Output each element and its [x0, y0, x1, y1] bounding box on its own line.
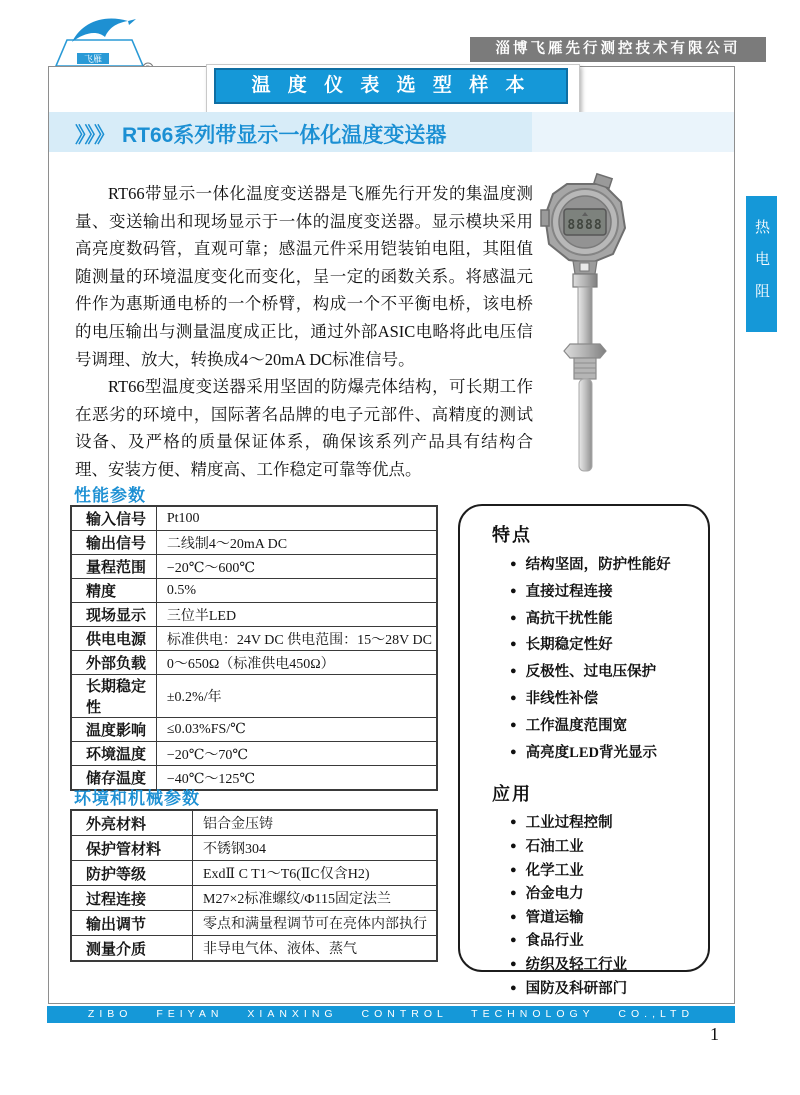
table-row — [71, 627, 437, 651]
head-lug — [541, 210, 549, 226]
application-text: 食品行业 — [525, 933, 584, 950]
param-label: 过程连接 — [71, 886, 193, 911]
application-item — [510, 907, 708, 931]
performance-table — [70, 505, 438, 791]
led-display-digits: 8888 — [567, 218, 603, 233]
param-label: 输入信号 — [71, 506, 156, 531]
bullet-icon: ● — [510, 981, 517, 994]
table-row — [71, 836, 437, 861]
intro-text — [75, 180, 533, 484]
catalog-banner-title: 温 度 仪 表 选 型 样 本 — [214, 68, 568, 104]
feature-item — [510, 553, 708, 580]
application-item — [510, 812, 708, 836]
application-item — [510, 836, 708, 860]
environment-section-title: 环境和机械参数 — [74, 789, 200, 808]
bullet-icon: ● — [510, 745, 517, 758]
sensor-probe — [579, 379, 592, 471]
application-item — [510, 930, 708, 954]
table-row — [71, 861, 437, 886]
application-text: 管道运输 — [525, 909, 584, 926]
application-text: 工业过程控制 — [525, 815, 613, 832]
application-text: 纺织及轻工行业 — [525, 956, 628, 973]
application-item — [510, 860, 708, 884]
bullet-icon: ● — [510, 957, 517, 970]
goose-wing-tip — [128, 19, 136, 25]
bullet-icon: ● — [510, 718, 517, 731]
product-photo — [535, 168, 635, 483]
table-row — [71, 911, 437, 936]
param-label: 保护管材料 — [71, 836, 193, 861]
bullet-icon: ● — [510, 887, 517, 900]
feature-item — [510, 633, 708, 660]
param-label: 现场显示 — [71, 603, 156, 627]
table-row — [71, 742, 437, 766]
banner-card — [206, 64, 580, 113]
feature-item — [510, 580, 708, 607]
table-row — [71, 718, 437, 742]
feature-item — [510, 687, 708, 714]
table-row — [71, 506, 437, 531]
table-row — [71, 810, 437, 836]
param-value: ≤0.03%FS/℃ — [156, 718, 437, 742]
param-value: −20℃～70℃ — [156, 742, 437, 766]
footer-company-bar: ZIBO FEIYAN XIANXING CONTROL TECHNOLOGY CO.,LTD — [47, 1006, 735, 1023]
param-label: 长期稳定性 — [71, 675, 156, 718]
param-label: 储存温度 — [71, 766, 156, 791]
bullet-icon: ● — [510, 816, 517, 829]
application-item — [510, 978, 708, 1002]
param-value: −20℃～600℃ — [156, 555, 437, 579]
section-title-text: RT66系列带显示一体化温度变送器 — [122, 124, 447, 147]
param-label: 外部负载 — [71, 651, 156, 675]
bullet-icon: ● — [510, 665, 517, 678]
feature-text: 高抗干扰性能 — [525, 610, 613, 627]
param-value: 铝合金压铸 — [193, 810, 438, 836]
param-value: ±0.2%/年 — [156, 675, 437, 718]
feature-text: 长期稳定性好 — [525, 637, 613, 654]
param-label: 防护等级 — [71, 861, 193, 886]
feature-text: 工作温度范围宽 — [525, 717, 628, 734]
application-text: 国防及科研部门 — [525, 980, 628, 997]
param-label: 供电电源 — [71, 627, 156, 651]
application-item — [510, 954, 708, 978]
feature-text: 高亮度LED背光显示 — [525, 744, 657, 761]
chevrons-icon: 》》》 — [75, 124, 114, 147]
param-label: 环境温度 — [71, 742, 156, 766]
page-number: 1 — [710, 1024, 719, 1044]
param-value: M27×2标准螺纹/Φ115固定法兰 — [193, 886, 438, 911]
feature-item — [510, 714, 708, 741]
upper-stem — [578, 287, 592, 344]
section-heading-strip — [49, 112, 734, 152]
table-row — [71, 555, 437, 579]
feature-text: 反极性、过电压保护 — [525, 664, 657, 681]
param-value: ExdⅡ C T1～T6(ⅡC仅含H2) — [193, 861, 438, 886]
param-value: 0.5% — [156, 579, 437, 603]
applications-title: 应用 — [492, 784, 532, 805]
param-value: 0～650Ω（标准供电450Ω） — [156, 651, 437, 675]
features-title: 特点 — [492, 525, 532, 545]
table-row — [71, 651, 437, 675]
application-text: 石油工业 — [525, 838, 584, 855]
param-value: 二线制4～20mA DC — [156, 531, 437, 555]
company-name-bar: 淄博飞雁先行测控技术有限公司 — [470, 37, 766, 62]
table-row — [71, 675, 437, 718]
application-text: 化学工业 — [525, 862, 584, 879]
category-tab-rtd: 热电阻 — [746, 196, 777, 332]
feature-item — [510, 660, 708, 687]
bullet-icon: ● — [510, 611, 517, 624]
bullet-icon: ● — [510, 863, 517, 876]
hex-nut — [564, 344, 606, 358]
table-row — [71, 886, 437, 911]
application-item — [510, 883, 708, 907]
features-applications-box — [458, 504, 710, 997]
param-value: 三位半LED — [156, 603, 437, 627]
param-value: 不锈钢304 — [193, 836, 438, 861]
page-title — [75, 119, 446, 149]
param-label: 测量介质 — [71, 936, 193, 962]
feature-text: 结构坚固，防护性能好 — [525, 557, 671, 573]
bullet-icon: ● — [510, 584, 517, 597]
table-row — [71, 579, 437, 603]
environment-table — [70, 809, 438, 962]
param-label: 温度影响 — [71, 718, 156, 742]
feature-text: 非线性补偿 — [525, 690, 599, 707]
bullet-icon: ● — [510, 934, 517, 947]
flying-goose-icon — [72, 19, 128, 42]
feature-item — [510, 741, 708, 768]
param-label: 外亮材料 — [71, 810, 193, 836]
performance-section-title: 性能参数 — [74, 486, 146, 505]
param-value: Pt100 — [156, 506, 437, 531]
bullet-icon: ● — [510, 910, 517, 923]
feature-text: 直接过程连接 — [525, 583, 613, 600]
bullet-icon: ● — [510, 558, 517, 570]
features-list — [510, 553, 708, 767]
param-value: 零点和满量程调节可在亮体内部执行 — [193, 911, 438, 936]
table-row — [71, 531, 437, 555]
intro-paragraph-2: RT66型温度变送器采用坚固的防爆壳体结构，可长期工作在恶劣的环境中，国际著名品牌的电子元部件、高精度的测试设备、及严格的质量保证体系，确保该系列产品具有结构合理、安装方便、精度高、工作稳定可靠等优点。 — [75, 377, 533, 479]
param-value: 非导电气体、液体、蒸气 — [193, 936, 438, 962]
applications-list — [510, 812, 708, 1001]
intro-paragraph-1: RT66带显示一体化温度变送器是飞雁先行开发的集温度测量、变送输出和现场显示于一体的温度变送器。显示模块采用高亮度数码管，直观可靠；感温元件采用铠装铂电阻，其阻值随测量的环境温度变化而变化，呈一定的函数关系。将感温元件作为惠斯通电桥的一个桥臂，构成一个不平衡电桥，该电桥的电压输出与测量温度成正比，通过外部ASIC电略将此电压信号调理、放大，转换成4～20mA DC标准信号。 — [75, 184, 533, 369]
param-value: 标准供电：24V DC 供电范围：15～28V DC — [156, 627, 437, 651]
neck-collar — [573, 274, 597, 287]
table-row — [71, 936, 437, 962]
bullet-icon: ● — [510, 691, 517, 704]
bullet-icon: ● — [510, 638, 517, 651]
neck-aperture — [580, 263, 589, 271]
logo-text: 飞雁 — [83, 54, 103, 64]
param-label: 输出信号 — [71, 531, 156, 555]
param-label: 量程范围 — [71, 555, 156, 579]
param-value: −40℃～125℃ — [156, 766, 437, 791]
table-row — [71, 603, 437, 627]
bullet-icon: ● — [510, 839, 517, 852]
application-text: 冶金电力 — [525, 886, 584, 903]
feature-item — [510, 607, 708, 634]
param-label: 精度 — [71, 579, 156, 603]
param-label: 输出调节 — [71, 911, 193, 936]
